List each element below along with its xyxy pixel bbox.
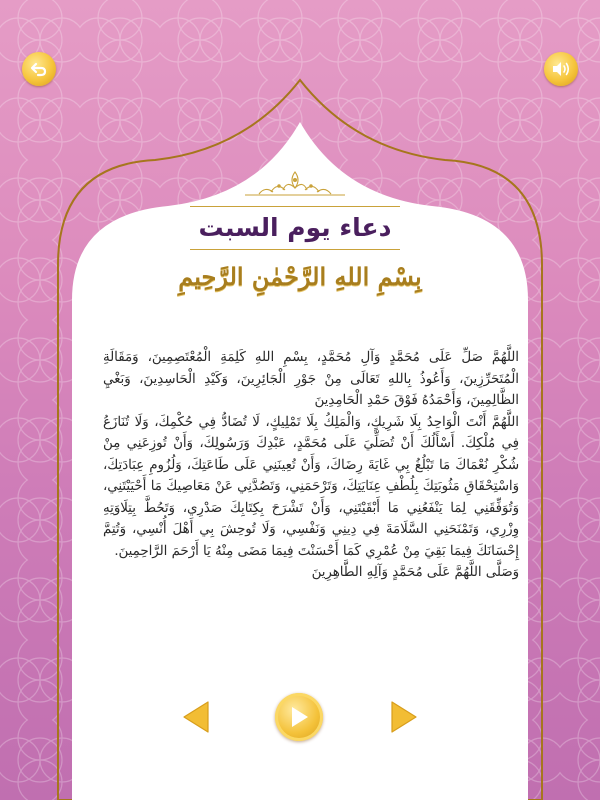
- back-button[interactable]: [22, 52, 56, 86]
- audio-button[interactable]: [544, 52, 578, 86]
- title-block: [190, 168, 400, 250]
- speaker-icon: [551, 60, 571, 78]
- play-button[interactable]: [275, 693, 323, 741]
- prayer-paragraph: اللَّهُمَّ صَلِّ عَلَى مُحَمَّدٍ وَآلِ مُحَمَّدٍ، بِسْمِ اللهِ كَلِمَةِ الْمُعْتَصِمِينَ، وَمَقَالَةِ الْمُتَحَرِّزِينَ، وَأَعُوذُ بِاللهِ تَعَالَى مِنْ جَوْرِ الْجَائِرِينَ، وَكَيْدِ الْحَاسِدِينَ، وَبَغْيِ الظَّالِمِينَ، وَأَحْمَدُهُ فَوْقَ حَمْدِ الْحَامِدِينَ: [103, 350, 519, 408]
- previous-button[interactable]: [182, 700, 210, 734]
- next-button[interactable]: [390, 700, 418, 734]
- bismillah-calligraphy: بِسْمِ اللهِ الرَّحْمٰنِ الرَّحِيمِ: [178, 262, 422, 291]
- play-icon: [288, 705, 310, 729]
- back-arrow-icon: [30, 60, 48, 78]
- prayer-paragraph: وَصَلَّى اللَّهُمَّ عَلَى مُحَمَّدٍ وَآلِهِ الطَّاهِرِينَ: [311, 565, 519, 580]
- prayer-text: [103, 347, 519, 584]
- ornament-icon: [235, 168, 355, 198]
- page-title: دعاء يوم السبت: [198, 213, 392, 242]
- previous-icon: [184, 702, 208, 732]
- next-icon: [392, 702, 416, 732]
- title-divider-bottom: [190, 249, 400, 250]
- prayer-paragraph: اللَّهُمَّ أَنْتَ الْوَاحِدُ بِلَا شَرِيكٍ، وَالْمَلِكُ بِلَا تَمْلِيكٍ، لَا تُضَادُّ فِي حُكْمِكَ، وَلَا تُنَازَعُ فِي مُلْكِكَ. أَسْأَلُكَ أَنْ تُصَلِّيَ عَلَى مُحَمَّدٍ، عَبْدِكَ وَرَسُولِكَ، وَأَنْ تُوزِعَنِي مِنْ شُكْرِ نُعْمَاكَ مَا تَبْلُغُ بِي غَايَةَ رِضَاكَ، وَأَنْ تُعِينَنِي عَلَى طَاعَتِكَ، وَلُزُومِ عِبَادَتِكَ، وَاسْتِحْقَاقِ مَثُوبَتِكَ بِلُطْفِ عِنَايَتِكَ، وَتَرْحَمَنِي، وَتَصُدَّنِي عَنْ مَعَاصِيكَ مَا أَحْيَيْتَنِي، وَتُوَفِّقَنِي لِمَا يَنْفَعُنِي مَا أَبْقَيْتَنِي، وَأَنْ تَشْرَحَ بِكِتَابِكَ صَدْرِي، وَتَحُطَّ بِتِلَاوَتِهِ وِزْرِي، وَتَمْنَحَنِي السَّلَامَةَ فِي دِينِي وَنَفْسِي، وَلَا تُوحِشَ بِي أَهْلَ أُنْسِي، وَتُتِمَّ إِحْسَانَكَ فِيمَا بَقِيَ مِنْ عُمْرِي كَمَا أَحْسَنْتَ فِيمَا مَضَى مِنْهُ يَا أَرْحَمَ الرَّاحِمِينَ.: [103, 414, 519, 559]
